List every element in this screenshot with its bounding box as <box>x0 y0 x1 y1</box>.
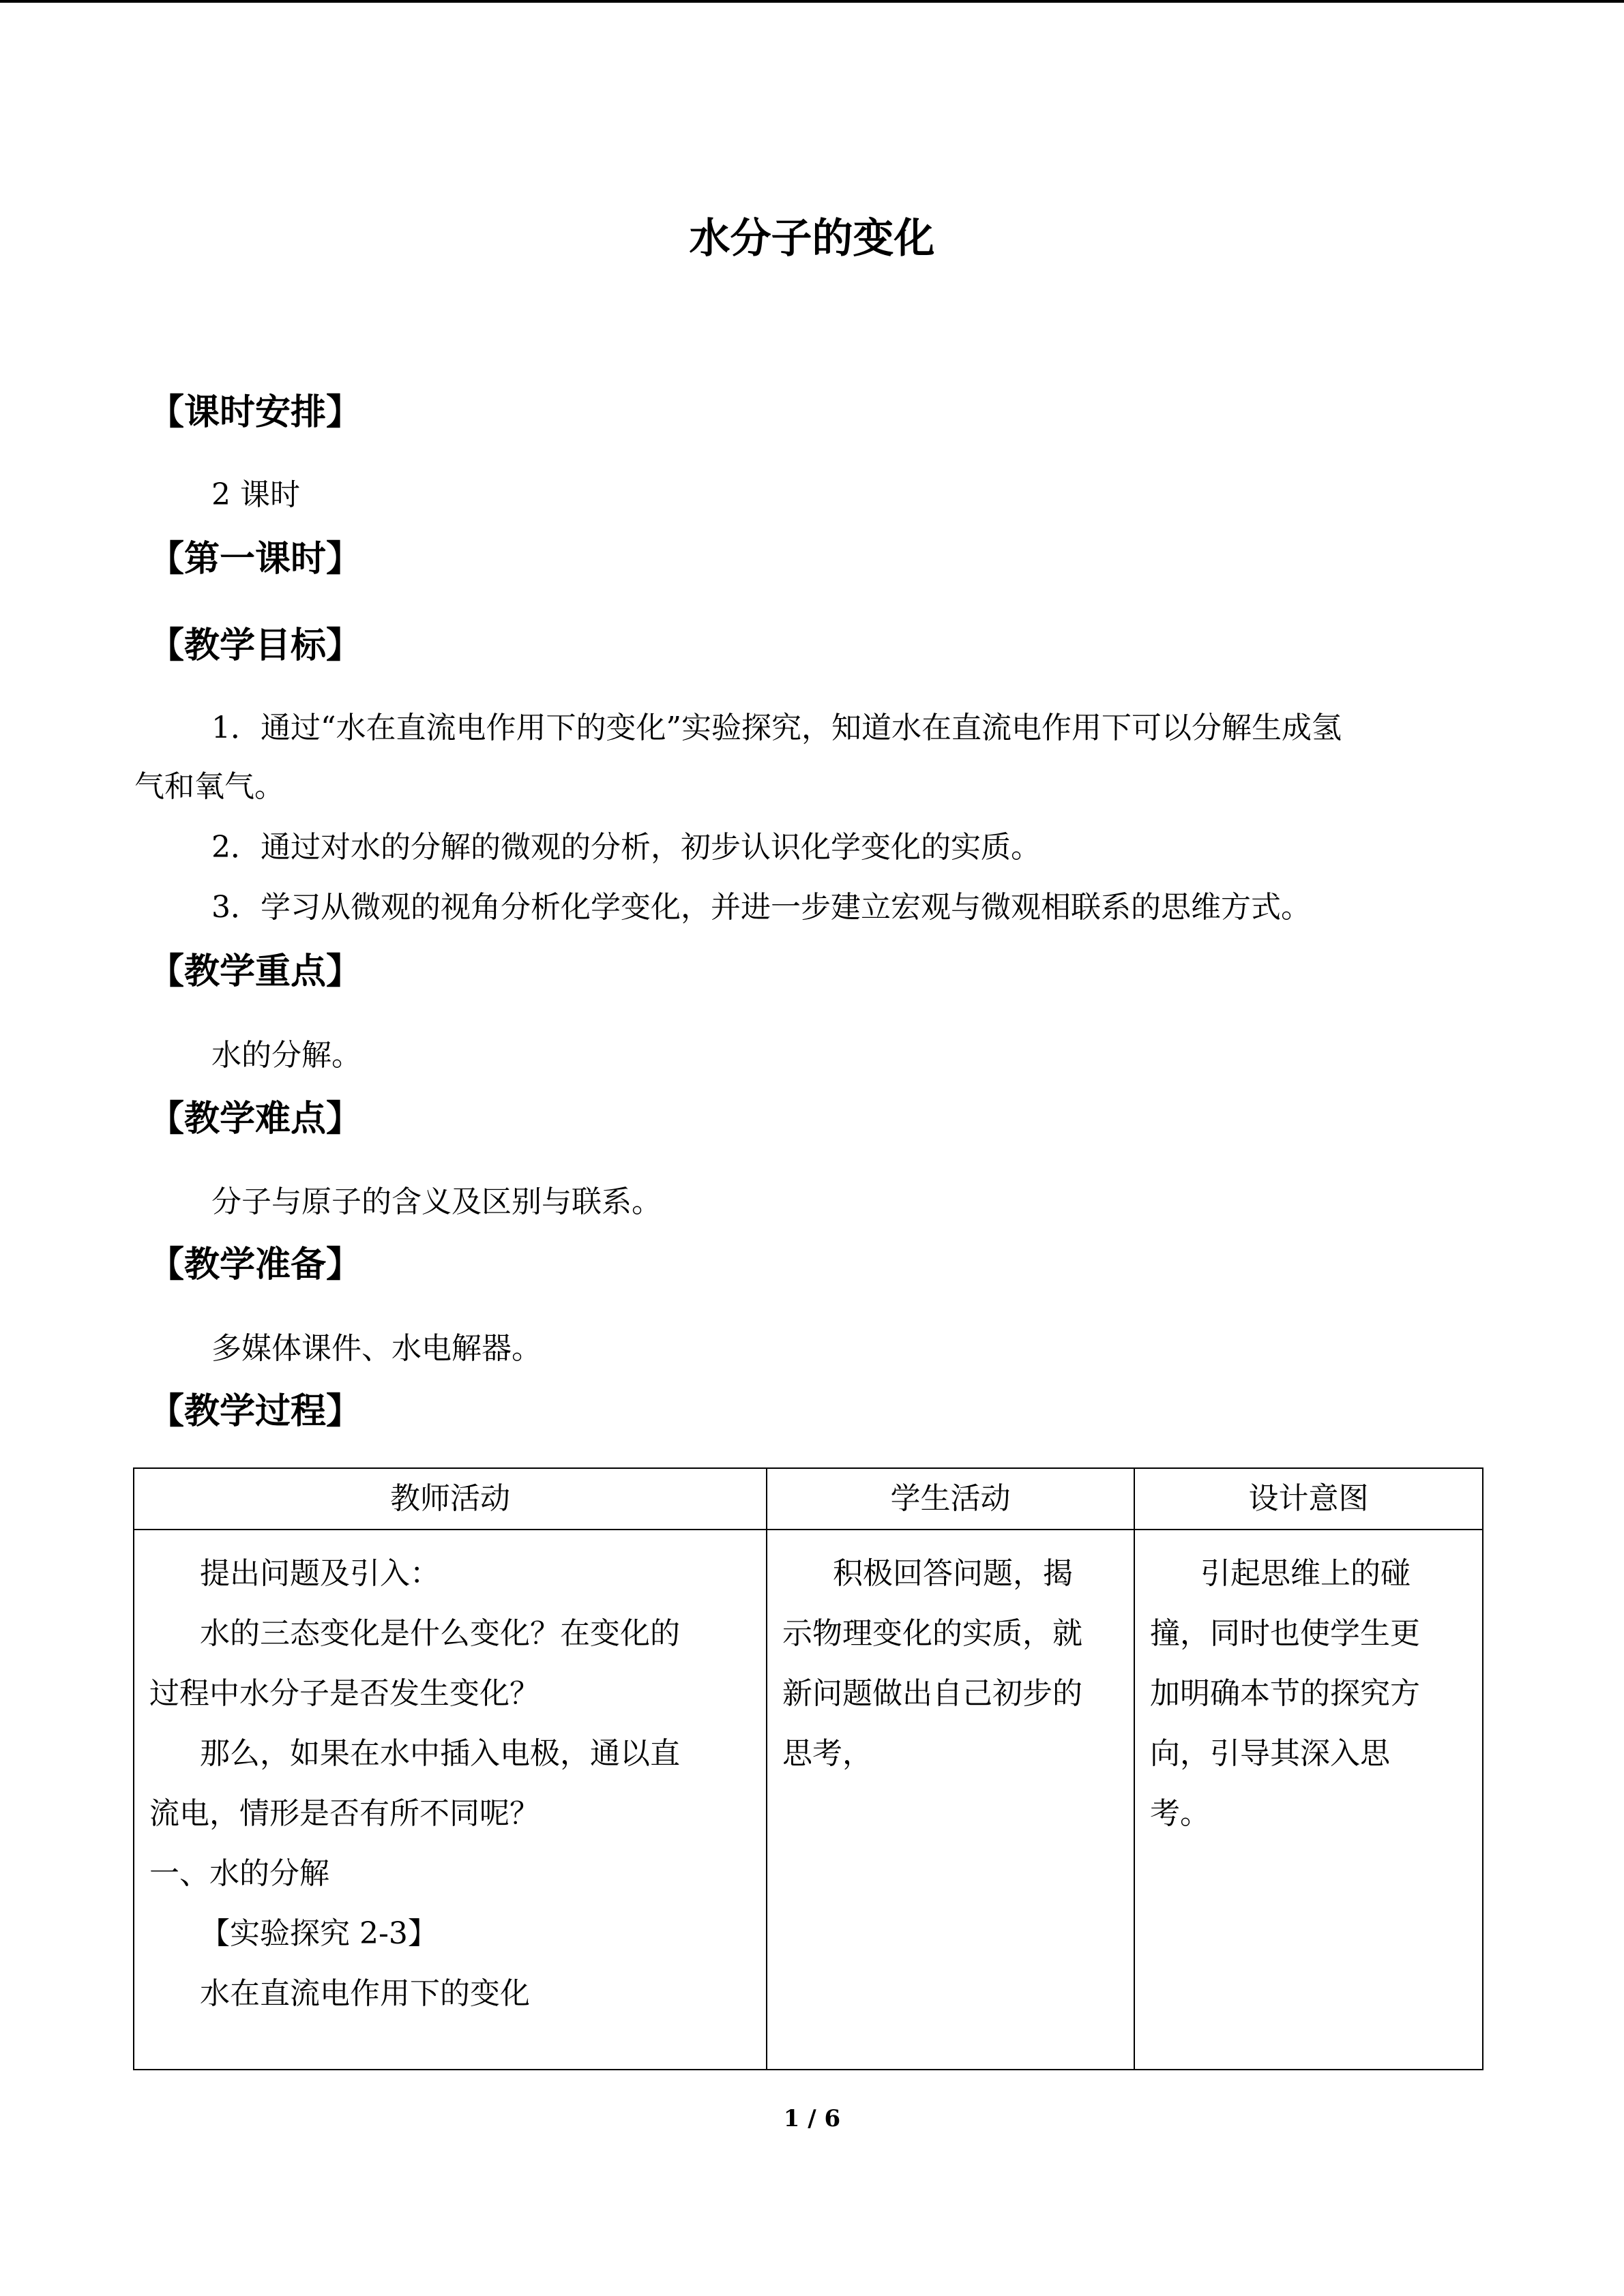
teacher-line: 一、水的分解 <box>149 1856 329 1891</box>
student-activity-cell <box>767 1530 1134 2070</box>
teacher-line: 提出问题及引入： <box>200 1556 440 1591</box>
table-header-row <box>134 1468 1483 1530</box>
teacher-line: 那么，如果在水中插入电极，通以直 <box>200 1736 680 1771</box>
student-line: 新问题做出自己初步的 <box>782 1676 1082 1711</box>
header-student-activity: 学生活动 <box>767 1468 1134 1530</box>
heading-first-lesson: 【第一课时】 <box>149 539 362 580</box>
objective-item-2: 2．通过对水的分解的微观的分析，初步认识化学变化的实质。 <box>211 830 1041 865</box>
header-design-intent: 设计意图 <box>1134 1468 1483 1530</box>
heading-objectives: 【教学目标】 <box>149 625 362 666</box>
intent-line: 加明确本节的探究方 <box>1150 1676 1420 1711</box>
teacher-line: 水的三态变化是什么变化？在变化的 <box>200 1616 680 1651</box>
page-top-border <box>0 0 1624 3</box>
heading-schedule: 【课时安排】 <box>149 392 362 433</box>
teacher-activity-cell <box>134 1530 767 2070</box>
intent-line: 考。 <box>1150 1796 1210 1831</box>
teacher-line: 流电，情形是否有所不同呢？ <box>149 1796 540 1831</box>
teacher-line: 过程中水分子是否发生变化？ <box>149 1676 540 1711</box>
header-teacher-activity: 教师活动 <box>134 1468 767 1530</box>
student-line: 示物理变化的实质，就 <box>782 1616 1082 1651</box>
objective-item-1-cont: 气和氧气。 <box>134 769 284 804</box>
intent-line: 撞，同时也使学生更 <box>1150 1616 1420 1651</box>
heading-preparation: 【教学准备】 <box>149 1244 362 1285</box>
objective-item-3: 3．学习从微观的视角分析化学变化，并进一步建立宏观与微观相联系的思维方式。 <box>211 890 1311 925</box>
heading-difficulties: 【教学难点】 <box>149 1099 362 1139</box>
teacher-line: 水在直流电作用下的变化 <box>200 1976 530 2011</box>
schedule-text: 2 课时 <box>211 477 300 512</box>
preparation-text: 多媒体课件、水电解器。 <box>211 1331 542 1366</box>
intent-line: 引起思维上的碰 <box>1200 1556 1411 1591</box>
objective-item-1: 1．通过“水在直流电作用下的变化”实验探究，知道水在直流电作用下可以分解生成氢 <box>211 711 1342 745</box>
intent-line: 向，引导其深入思 <box>1150 1736 1390 1771</box>
difficulties-text: 分子与原子的含义及区别与联系。 <box>211 1184 662 1219</box>
student-line: 思考， <box>782 1736 872 1771</box>
heading-key-points: 【教学重点】 <box>149 951 362 992</box>
teacher-line: 【实验探究 2-3】 <box>200 1916 438 1951</box>
student-line: 积极回答问题，揭 <box>833 1556 1073 1591</box>
teaching-process-table <box>133 1467 1483 2070</box>
design-intent-cell <box>1134 1530 1483 2070</box>
key-points-text: 水的分解。 <box>211 1038 361 1073</box>
table-row <box>134 1530 1483 2070</box>
heading-process: 【教学过程】 <box>149 1391 362 1432</box>
document-title: 水分子的变化 <box>689 215 935 263</box>
page-indicator: 1 / 6 <box>783 2105 841 2132</box>
